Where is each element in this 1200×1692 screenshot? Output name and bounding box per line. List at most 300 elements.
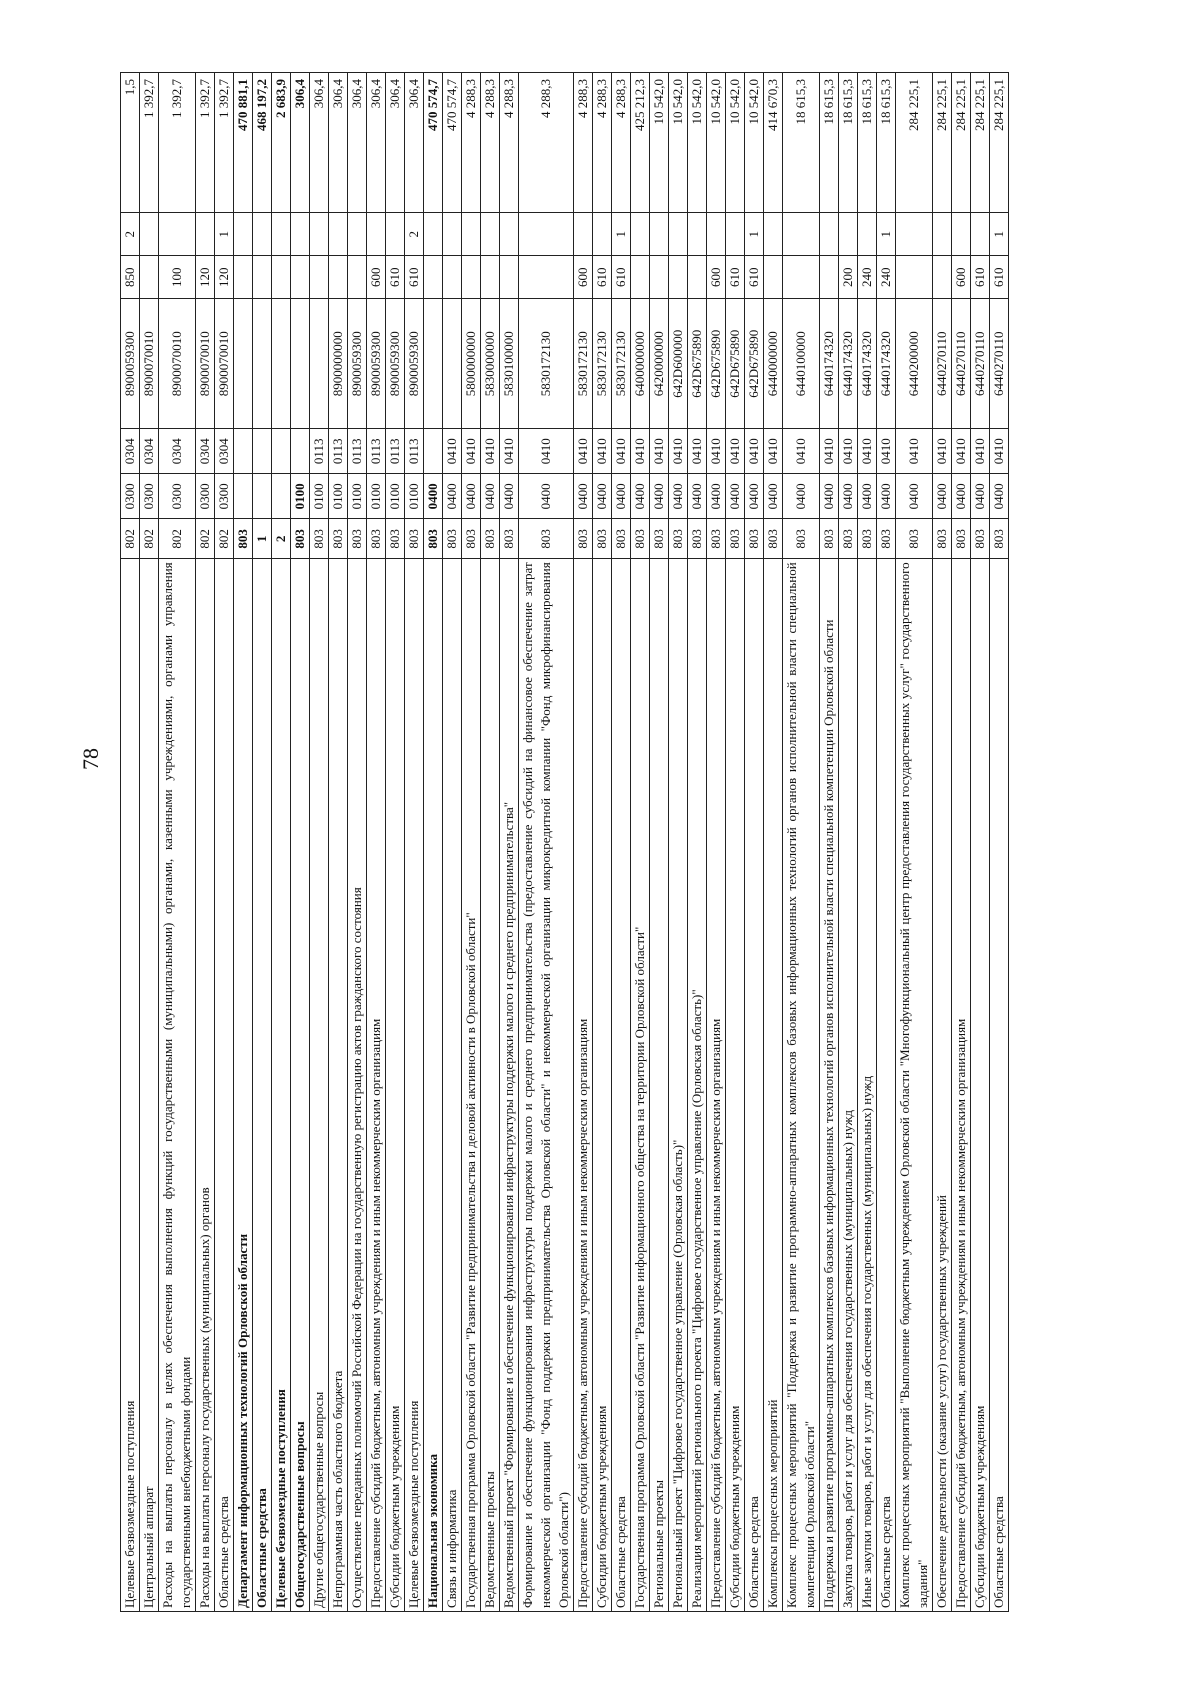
code-gr: 803 [329, 519, 348, 559]
code-pr: 0410 [877, 429, 896, 474]
amount: 306,4 [367, 73, 386, 213]
code-vr: 610 [990, 256, 1009, 299]
code-pr: 0410 [443, 429, 462, 474]
code-vr [896, 256, 933, 299]
funding-source: 1 [612, 213, 631, 256]
code-vr: 120 [215, 256, 234, 299]
code-rz: 0400 [971, 474, 990, 519]
code-gr: 803 [481, 519, 500, 559]
code-rz: 0100 [405, 474, 424, 519]
row-name: Общегосударственные вопросы [291, 559, 310, 1612]
code-pr: 0410 [650, 429, 669, 474]
code-rz: 0300 [140, 474, 159, 519]
code-rz: 0300 [215, 474, 234, 519]
row-name: Областные средства [745, 559, 764, 1612]
code-vr [291, 256, 310, 299]
code-csr: 5830000000 [481, 299, 500, 429]
code-gr: 803 [783, 519, 820, 559]
code-csr: 8900070010 [159, 299, 196, 429]
code-rz: 0400 [783, 474, 820, 519]
code-csr: 6440174320 [877, 299, 896, 429]
code-vr [669, 256, 688, 299]
table-row [291, 73, 310, 1612]
row-name: Целевые безвозмездные поступления [272, 559, 291, 1612]
code-gr: 803 [367, 519, 386, 559]
amount: 4 288,3 [612, 73, 631, 213]
amount: 10 542,0 [669, 73, 688, 213]
code-csr: 642D675890 [688, 299, 707, 429]
funding-source [519, 213, 574, 256]
code-gr: 803 [990, 519, 1009, 559]
code-gr: 803 [971, 519, 990, 559]
code-rz: 0400 [820, 474, 839, 519]
code-csr: 8900059300 [367, 299, 386, 429]
code-pr: 0113 [310, 429, 329, 474]
code-vr [234, 256, 253, 299]
amount: 10 542,0 [726, 73, 745, 213]
amount: 10 542,0 [650, 73, 669, 213]
code-csr: 8900059300 [348, 299, 367, 429]
table-row [443, 73, 462, 1612]
row-name: Региональный проект "Цифровое государственное управление (Орловская область)" [669, 559, 688, 1612]
code-vr: 600 [367, 256, 386, 299]
code-gr: 803 [688, 519, 707, 559]
code-vr: 100 [159, 256, 196, 299]
row-name: Национальная экономика [424, 559, 443, 1612]
code-gr: 803 [519, 519, 574, 559]
code-csr: 8900070010 [196, 299, 215, 429]
amount: 4 288,3 [462, 73, 481, 213]
code-pr: 0410 [500, 429, 519, 474]
code-vr [631, 256, 650, 299]
row-name: Областные средства [990, 559, 1009, 1612]
table-row [896, 73, 933, 1612]
code-vr: 610 [386, 256, 405, 299]
code-csr: 8900059300 [386, 299, 405, 429]
row-name: Связь и информатика [443, 559, 462, 1612]
code-pr: 0113 [386, 429, 405, 474]
code-rz: 0100 [386, 474, 405, 519]
funding-source [726, 213, 745, 256]
funding-source [348, 213, 367, 256]
table-row [669, 73, 688, 1612]
code-csr: 6440174320 [839, 299, 858, 429]
code-rz: 0400 [519, 474, 574, 519]
row-name: Предоставление субсидий бюджетным, автономным учреждениям и иным некоммерческим организациям [367, 559, 386, 1612]
amount: 470 574,7 [424, 73, 443, 213]
table-row [234, 73, 253, 1612]
table-row [971, 73, 990, 1612]
code-vr: 600 [707, 256, 726, 299]
table-body [121, 73, 1009, 1612]
code-csr: 642D675890 [726, 299, 745, 429]
table-row [574, 73, 593, 1612]
code-csr: 8900070010 [215, 299, 234, 429]
code-vr [820, 256, 839, 299]
amount: 2 683,9 [272, 73, 291, 213]
amount: 10 542,0 [688, 73, 707, 213]
table-row [990, 73, 1009, 1612]
code-gr: 803 [462, 519, 481, 559]
table-row [631, 73, 650, 1612]
code-vr: 600 [574, 256, 593, 299]
code-csr: 642D675890 [745, 299, 764, 429]
code-csr: 5830172130 [593, 299, 612, 429]
code-gr: 803 [764, 519, 783, 559]
amount: 1 392,7 [140, 73, 159, 213]
row-name: Областные средства [215, 559, 234, 1612]
code-csr: 5800000000 [462, 299, 481, 429]
funding-source [650, 213, 669, 256]
code-pr: 0410 [820, 429, 839, 474]
funding-source [933, 213, 952, 256]
row-name: Субсидии бюджетным учреждениям [593, 559, 612, 1612]
table-row [783, 73, 820, 1612]
code-vr: 610 [745, 256, 764, 299]
funding-source [593, 213, 612, 256]
funding-source: 1 [215, 213, 234, 256]
funding-source [764, 213, 783, 256]
code-pr: 0113 [329, 429, 348, 474]
code-vr [329, 256, 348, 299]
table-row [386, 73, 405, 1612]
code-gr: 803 [348, 519, 367, 559]
table-row [820, 73, 839, 1612]
code-csr: 6440270110 [933, 299, 952, 429]
code-csr: 642D675890 [707, 299, 726, 429]
code-csr [234, 299, 253, 429]
row-name: Комплекс процессных мероприятий "Выполнение бюджетным учреждением Орловской области "Многофункциональный центр предоставления государственных услуг" государственного задания" [896, 559, 933, 1612]
funding-source [896, 213, 933, 256]
code-gr: 803 [593, 519, 612, 559]
code-vr: 610 [971, 256, 990, 299]
funding-source: 2 [405, 213, 424, 256]
row-name: Государственная программа Орловской области "Развитие предпринимательства и деловой активности в Орловской области" [462, 559, 481, 1612]
code-gr: 803 [234, 519, 253, 559]
code-pr [424, 429, 443, 474]
funding-source [574, 213, 593, 256]
code-rz: 0400 [443, 474, 462, 519]
code-rz: 0400 [990, 474, 1009, 519]
funding-source [443, 213, 462, 256]
table-row [329, 73, 348, 1612]
code-pr: 0410 [858, 429, 877, 474]
code-pr: 0113 [405, 429, 424, 474]
amount: 1 392,7 [196, 73, 215, 213]
amount: 306,4 [310, 73, 329, 213]
amount: 306,4 [291, 73, 310, 213]
code-vr: 610 [405, 256, 424, 299]
code-pr [272, 429, 291, 474]
amount: 18 615,3 [839, 73, 858, 213]
code-gr: 803 [726, 519, 745, 559]
code-rz [253, 474, 272, 519]
amount: 18 615,3 [858, 73, 877, 213]
code-rz: 0400 [631, 474, 650, 519]
code-pr: 0113 [348, 429, 367, 474]
code-csr: 5830172130 [519, 299, 574, 429]
code-rz: 0400 [933, 474, 952, 519]
code-vr [650, 256, 669, 299]
code-pr: 0410 [593, 429, 612, 474]
table-row [726, 73, 745, 1612]
code-rz [234, 474, 253, 519]
code-rz: 0400 [858, 474, 877, 519]
code-vr [764, 256, 783, 299]
code-csr: 8900000000 [329, 299, 348, 429]
table-row [612, 73, 631, 1612]
funding-source [820, 213, 839, 256]
code-gr: 803 [631, 519, 650, 559]
amount: 470 574,7 [443, 73, 462, 213]
funding-source: 1 [990, 213, 1009, 256]
code-gr: 803 [405, 519, 424, 559]
code-gr: 2 [272, 519, 291, 559]
code-pr: 0410 [481, 429, 500, 474]
code-rz: 0400 [726, 474, 745, 519]
code-csr [291, 299, 310, 429]
code-csr: 6440270110 [952, 299, 971, 429]
table-row [877, 73, 896, 1612]
code-rz: 0400 [481, 474, 500, 519]
code-pr [253, 429, 272, 474]
code-pr: 0304 [121, 429, 140, 474]
code-rz: 0400 [612, 474, 631, 519]
code-pr: 0304 [159, 429, 196, 474]
table-row [348, 73, 367, 1612]
code-vr: 200 [839, 256, 858, 299]
code-csr: 642D600000 [669, 299, 688, 429]
code-vr [500, 256, 519, 299]
table-row [519, 73, 574, 1612]
code-gr: 802 [159, 519, 196, 559]
code-rz: 0100 [310, 474, 329, 519]
code-pr: 0410 [631, 429, 650, 474]
code-vr: 240 [858, 256, 877, 299]
amount: 306,4 [405, 73, 424, 213]
code-csr: 6440000000 [764, 299, 783, 429]
code-gr: 803 [650, 519, 669, 559]
code-pr: 0410 [462, 429, 481, 474]
code-pr [291, 429, 310, 474]
funding-source: 1 [745, 213, 764, 256]
funding-source [386, 213, 405, 256]
table-row [196, 73, 215, 1612]
code-rz: 0300 [196, 474, 215, 519]
amount: 4 288,3 [500, 73, 519, 213]
code-vr: 600 [952, 256, 971, 299]
code-vr [253, 256, 272, 299]
code-pr [234, 429, 253, 474]
code-csr: 5830172130 [612, 299, 631, 429]
code-vr [481, 256, 500, 299]
code-csr: 5830172130 [574, 299, 593, 429]
code-rz: 0100 [329, 474, 348, 519]
table-row [858, 73, 877, 1612]
code-gr: 803 [612, 519, 631, 559]
code-gr: 803 [707, 519, 726, 559]
code-vr: 850 [121, 256, 140, 299]
code-gr: 803 [745, 519, 764, 559]
code-rz: 0100 [291, 474, 310, 519]
table-row [952, 73, 971, 1612]
amount: 284 225,1 [952, 73, 971, 213]
code-gr: 803 [933, 519, 952, 559]
code-rz: 0400 [593, 474, 612, 519]
funding-source [688, 213, 707, 256]
funding-source [196, 213, 215, 256]
code-rz: 0400 [669, 474, 688, 519]
code-rz: 0400 [424, 474, 443, 519]
code-gr: 803 [443, 519, 462, 559]
amount: 470 881,1 [234, 73, 253, 213]
code-rz: 0300 [121, 474, 140, 519]
code-gr: 803 [669, 519, 688, 559]
amount: 284 225,1 [971, 73, 990, 213]
amount: 425 212,3 [631, 73, 650, 213]
code-vr [272, 256, 291, 299]
code-gr: 1 [253, 519, 272, 559]
code-pr: 0410 [612, 429, 631, 474]
code-vr [348, 256, 367, 299]
amount: 284 225,1 [933, 73, 952, 213]
code-csr [310, 299, 329, 429]
code-csr: 6440270110 [990, 299, 1009, 429]
code-pr: 0410 [574, 429, 593, 474]
code-rz: 0400 [839, 474, 858, 519]
amount: 284 225,1 [990, 73, 1009, 213]
table-row [367, 73, 386, 1612]
code-csr: 6420000000 [650, 299, 669, 429]
code-pr: 0410 [783, 429, 820, 474]
row-name: Департамент информационных технологий Орловской области [234, 559, 253, 1612]
table-row [159, 73, 196, 1612]
code-gr: 803 [424, 519, 443, 559]
row-name: Субсидии бюджетным учреждениям [386, 559, 405, 1612]
funding-source [481, 213, 500, 256]
funding-source [253, 213, 272, 256]
code-vr [424, 256, 443, 299]
table-row [650, 73, 669, 1612]
funding-source [291, 213, 310, 256]
code-pr: 0304 [140, 429, 159, 474]
funding-source [783, 213, 820, 256]
row-name: Государственная программа Орловской области "Развитие информационного общества на территории Орловской области" [631, 559, 650, 1612]
code-vr: 610 [726, 256, 745, 299]
table-row [764, 73, 783, 1612]
code-gr: 802 [215, 519, 234, 559]
row-name: Областные средства [253, 559, 272, 1612]
row-name: Целевые безвозмездные поступления [405, 559, 424, 1612]
funding-source [631, 213, 650, 256]
code-vr [462, 256, 481, 299]
code-pr: 0410 [745, 429, 764, 474]
funding-source [707, 213, 726, 256]
funding-source [310, 213, 329, 256]
code-csr: 6440200000 [896, 299, 933, 429]
amount: 468 197,2 [253, 73, 272, 213]
code-gr: 803 [310, 519, 329, 559]
row-name: Реализация мероприятий регионального проекта "Цифровое государственное управление (Орловская область)" [688, 559, 707, 1612]
row-name: Закупка товаров, работ и услуг для обеспечения государственных (муниципальных) нужд [839, 559, 858, 1612]
table-row [500, 73, 519, 1612]
row-name: Комплексы процессных мероприятий [764, 559, 783, 1612]
code-rz: 0400 [764, 474, 783, 519]
amount: 18 615,3 [820, 73, 839, 213]
code-pr: 0410 [933, 429, 952, 474]
funding-source [952, 213, 971, 256]
row-name: Областные средства [877, 559, 896, 1612]
amount: 4 288,3 [574, 73, 593, 213]
amount: 10 542,0 [707, 73, 726, 213]
code-vr [519, 256, 574, 299]
row-name: Осуществление переданных полномочий Российской Федерации на государственную регистрацию актов гражданского состояния [348, 559, 367, 1612]
code-gr: 803 [877, 519, 896, 559]
row-name: Областные средства [612, 559, 631, 1612]
code-pr: 0304 [196, 429, 215, 474]
code-csr [253, 299, 272, 429]
amount: 4 288,3 [593, 73, 612, 213]
code-vr [933, 256, 952, 299]
code-pr: 0410 [688, 429, 707, 474]
row-name: Поддержка и развитие программно-аппаратных комплексов базовых информационных технологий органов исполнительной власти специальной компетенции Орловской области [820, 559, 839, 1612]
code-csr [424, 299, 443, 429]
funding-source [971, 213, 990, 256]
funding-source [669, 213, 688, 256]
funding-source [839, 213, 858, 256]
amount: 306,4 [329, 73, 348, 213]
funding-source [234, 213, 253, 256]
table-row [424, 73, 443, 1612]
amount: 10 542,0 [745, 73, 764, 213]
funding-source: 1 [877, 213, 896, 256]
code-rz: 0400 [574, 474, 593, 519]
funding-source [367, 213, 386, 256]
row-name: Непрограммная часть областного бюджета [329, 559, 348, 1612]
table-row [593, 73, 612, 1612]
table-row [462, 73, 481, 1612]
code-pr: 0410 [990, 429, 1009, 474]
code-gr: 803 [952, 519, 971, 559]
table-row [688, 73, 707, 1612]
amount: 4 288,3 [519, 73, 574, 213]
row-name: Предоставление субсидий бюджетным, автономным учреждениям и иным некоммерческим организациям [707, 559, 726, 1612]
code-gr: 803 [896, 519, 933, 559]
code-csr: 8900059300 [405, 299, 424, 429]
code-pr: 0410 [669, 429, 688, 474]
row-name: Формирование и обеспечение функционирования инфраструктуры поддержки малого и среднего предпринимательства (предоставление субсидий на финансовое обеспечение затрат некоммерческой организации "Фонд поддержки предпринимательства Орловской области" и некоммерческой организации микрокредитной компании "Фонд микрофинансирования Орловской области") [519, 559, 574, 1612]
code-vr [783, 256, 820, 299]
code-rz: 0400 [952, 474, 971, 519]
table-row [253, 73, 272, 1612]
code-vr: 610 [612, 256, 631, 299]
code-pr: 0410 [707, 429, 726, 474]
code-csr: 6440174320 [820, 299, 839, 429]
row-name: Обеспечение деятельности (оказание услуг) государственных учреждений [933, 559, 952, 1612]
row-name: Субсидии бюджетным учреждениям [971, 559, 990, 1612]
row-name: Расходы на выплаты персоналу в целях обеспечения выполнения функций государственными (муниципальными) органами, казенными учреждениями, органами управления государственными внебюджетными фондами [159, 559, 196, 1612]
table-row [215, 73, 234, 1612]
code-vr: 240 [877, 256, 896, 299]
table-row [405, 73, 424, 1612]
code-vr [310, 256, 329, 299]
code-csr [272, 299, 291, 429]
table-row [140, 73, 159, 1612]
code-pr: 0410 [896, 429, 933, 474]
code-csr: 8900070010 [140, 299, 159, 429]
row-name: Предоставление субсидий бюджетным, автономным учреждениям и иным некоммерческим организациям [952, 559, 971, 1612]
table-row [933, 73, 952, 1612]
